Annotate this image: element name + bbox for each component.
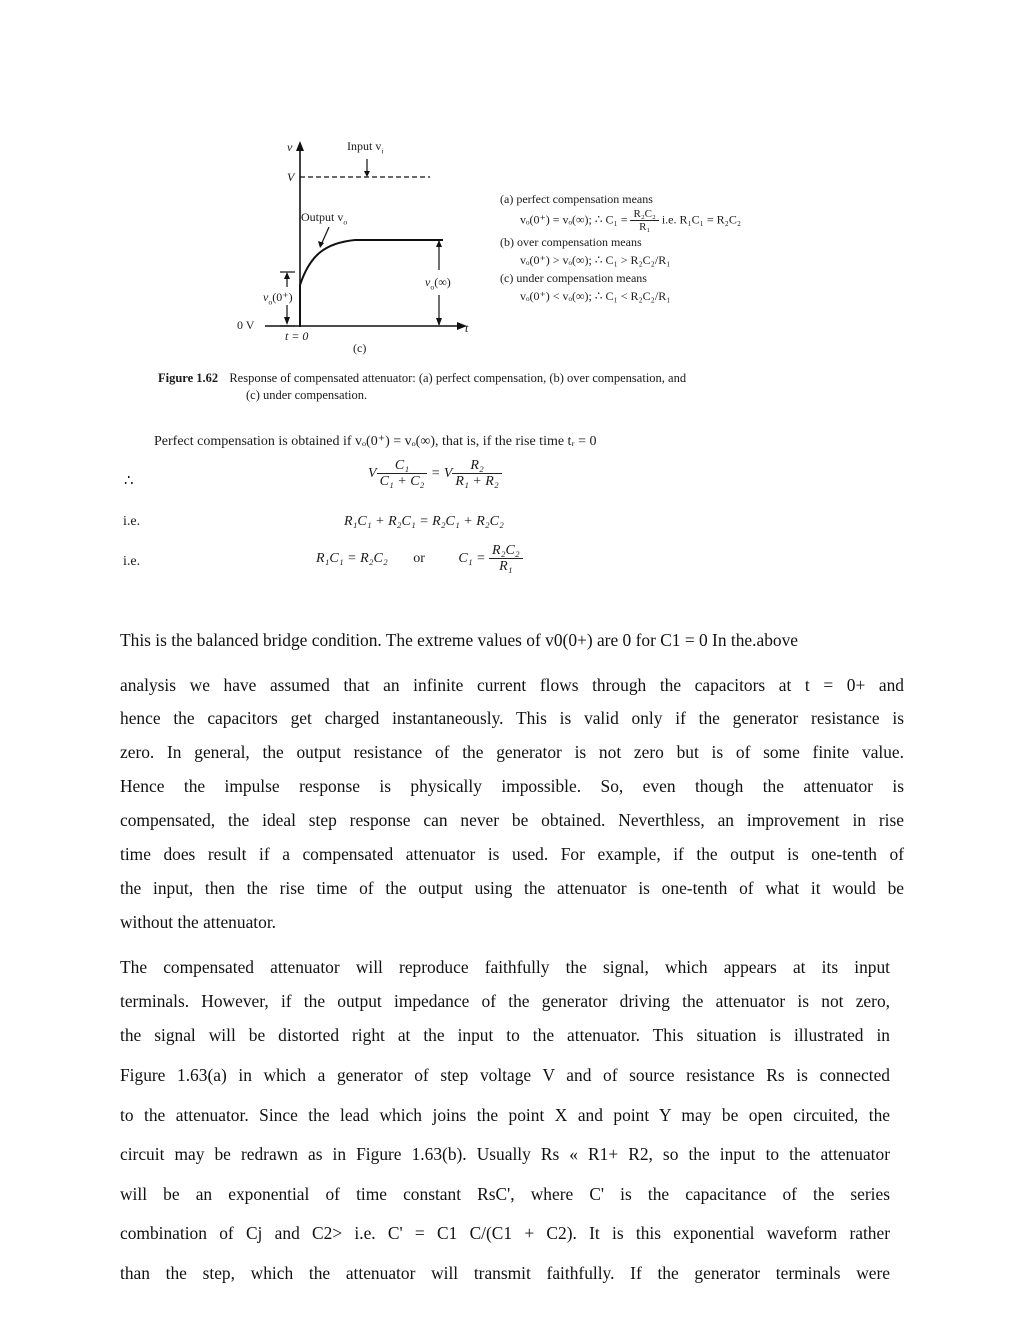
p2-line: the signal will be distorted right at the input to the attenuator. This situation is illustrated in <box>120 1025 890 1045</box>
t0-label: t = 0 <box>285 329 309 343</box>
equation-3: R₁C₁ = R₂C₂ or C₁ = $\frac{\text{R₂C₂}}{\text{R₁}}$ <box>316 543 523 575</box>
p2-line: than the step, which the attenuator will transmit faithfully. If the generator terminals were <box>120 1263 890 1283</box>
p1-line: the input, then the rise time of the output using the attenuator is one-tenth of what it would be <box>120 878 904 898</box>
p1-line: without the attenuator. <box>120 912 276 932</box>
figure-caption <box>158 371 848 403</box>
note-c-title: (c) under compensation means <box>500 271 647 286</box>
p1-line: hence the capacitors get charged instantaneously. This is valid only if the generator resistance is <box>120 708 904 728</box>
vinf-label: $v_o(\infty)$ <box>425 275 451 292</box>
figure-caption-line2: (c) under compensation. <box>246 388 368 402</box>
therefore-symbol: ∴ <box>124 473 134 489</box>
note-a-title: (a) perfect compensation means <box>500 192 653 206</box>
t-axis-label: t <box>465 321 469 335</box>
figure-caption-label: Figure 1.62 <box>158 371 219 385</box>
body-paragraph-2 <box>120 959 890 1299</box>
p1-line: time does result if a compensated attenuator is used. For example, if the output is one-tenth of <box>120 844 904 864</box>
axis-v-label: v <box>287 140 293 154</box>
input-label: Input $v_i$ <box>347 139 384 156</box>
body-paragraph-1 <box>120 632 904 948</box>
figure-1-62 <box>225 135 785 360</box>
equation-1: V $\frac{\text{C₁}}{\text{C₁ + C₂}}$ = V $\frac{\text{R₂}}{\text{R₁ + R₂}}$ <box>368 458 502 490</box>
p2-line: circuit may be redrawn as in Figure 1.63(b). Usually Rs « R1+ R2, so the input to the attenuator <box>120 1144 890 1164</box>
output-label: Output $v_o$ <box>301 210 348 227</box>
p1-line: compensated, the ideal step response can never be obtained. Neverthless, an improvement in rise <box>120 810 904 830</box>
compensation-notes <box>500 190 790 305</box>
note-a-eq: vₒ(0⁺) = vₒ(∞); ∴ C₁ = $\frac{\text{R₂C₂}}{\text{R₁}}$ i.e. R₁C₁ = R₂C₂ <box>520 208 742 234</box>
zero-v-label: 0 V <box>237 318 255 332</box>
ie-label-2: i.e. <box>123 554 141 569</box>
p2-line: The compensated attenuator will reproduce faithfully the signal, which appears at its input <box>120 957 890 977</box>
output-arrow <box>321 227 329 245</box>
figure-panel-c: (c) <box>353 341 367 355</box>
p1-line: analysis we have assumed that an infinite current flows through the capacitors at t = 0+ and <box>120 675 904 695</box>
y-axis-arrow <box>296 141 304 151</box>
p2-line: terminals. However, if the output impedance of the generator driving the attenuator is not zero, <box>120 991 890 1011</box>
v0-plus-label: $v_o(0^+)$ <box>263 290 293 307</box>
p2-line: will be an exponential of time constant RsC', where C' is the capacitance of the series <box>120 1184 890 1204</box>
p2-line: to the attenuator. Since the lead which joins the point X and point Y may be open circuited, the <box>120 1105 890 1125</box>
output-curve <box>300 240 443 326</box>
p2-line: Figure 1.63(a) in which a generator of step voltage V and of source resistance Rs is connected <box>120 1065 890 1085</box>
ie-label-1: i.e. <box>123 514 141 529</box>
equation-intro: Perfect compensation is obtained if vₒ(0⁺) = vₒ(∞), that is, if the rise time tᵣ = 0 <box>154 434 597 449</box>
p2-line: combination of Cj and C2> i.e. C' = C1 C/(C1 + C2). It is this exponential waveform rather <box>120 1223 890 1243</box>
p1-line: This is the balanced bridge condition. The extreme values of v0(0+) are 0 for C1 = 0 In the.above <box>120 630 798 650</box>
p1-line: Hence the impulse response is physically impossible. So, even though the attenuator is <box>120 776 904 796</box>
figure-caption-line1: Response of compensated attenuator: (a) perfect compensation, (b) over compensation, and <box>229 371 687 385</box>
note-c-eq: vₒ(0⁺) < vₒ(∞); ∴ C₁ < R₂C₂/R₁ <box>520 289 671 304</box>
p1-line: zero. In general, the output resistance of the generator is not zero but is of some finite value. <box>120 742 904 762</box>
equation-2: R₁C₁ + R₂C₁ = R₂C₁ + R₂C₂ <box>344 514 504 529</box>
V-level-label: V <box>287 170 295 184</box>
note-b-eq: vₒ(0⁺) > vₒ(∞); ∴ C₁ > R₂C₂/R₁ <box>520 253 671 268</box>
note-b-title: (b) over compensation means <box>500 235 642 250</box>
